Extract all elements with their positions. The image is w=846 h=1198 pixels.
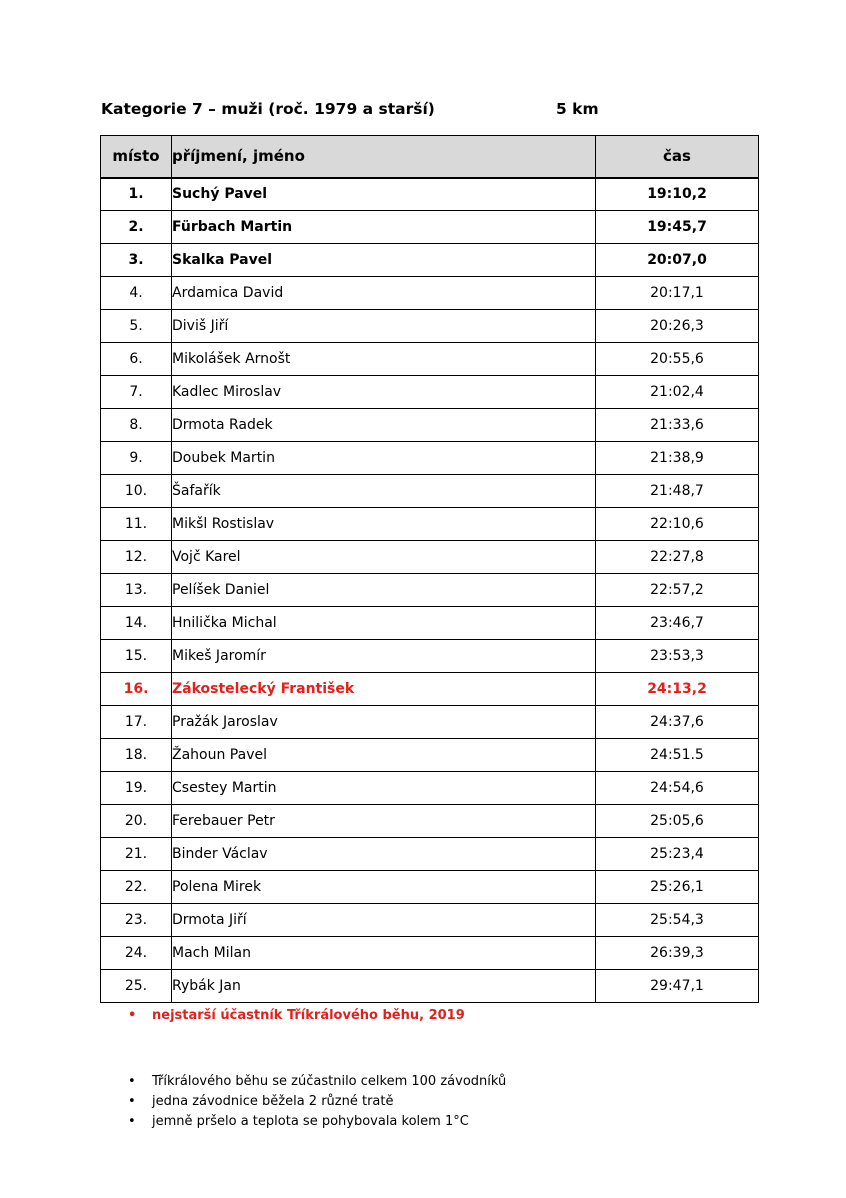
category-title: Kategorie 7 – muži (roč. 1979 a starší) <box>101 100 435 118</box>
place-cell: 20. <box>101 805 172 838</box>
place-cell: 9. <box>101 442 172 475</box>
time-cell: 29:47,1 <box>596 970 759 1003</box>
table-row <box>101 970 759 1003</box>
name-cell: Ardamica David <box>172 277 596 310</box>
time-cell: 26:39,3 <box>596 937 759 970</box>
bullet-icon: • <box>128 1094 136 1109</box>
time-cell: 24:13,2 <box>596 673 759 706</box>
bullet-icon: • <box>128 1074 136 1089</box>
fact-text: jedna závodnice běžela 2 různé tratě <box>152 1094 394 1109</box>
table-row <box>101 772 759 805</box>
name-cell: Csestey Martin <box>172 772 596 805</box>
time-cell: 22:10,6 <box>596 508 759 541</box>
place-cell: 18. <box>101 739 172 772</box>
name-cell: Diviš Jiří <box>172 310 596 343</box>
table-row <box>101 673 759 706</box>
table-row <box>101 706 759 739</box>
place-cell: 5. <box>101 310 172 343</box>
time-cell: 25:26,1 <box>596 871 759 904</box>
name-cell: Skalka Pavel <box>172 244 596 277</box>
time-cell: 21:38,9 <box>596 442 759 475</box>
table-row <box>101 739 759 772</box>
name-cell: Drmota Jiří <box>172 904 596 937</box>
place-cell: 8. <box>101 409 172 442</box>
place-cell: 7. <box>101 376 172 409</box>
race-facts-list <box>128 1072 506 1132</box>
name-cell: Pražák Jaroslav <box>172 706 596 739</box>
time-cell: 20:55,6 <box>596 343 759 376</box>
time-cell: 19:45,7 <box>596 211 759 244</box>
time-cell: 21:33,6 <box>596 409 759 442</box>
time-cell: 23:53,3 <box>596 640 759 673</box>
list-item <box>128 1112 506 1132</box>
table-row <box>101 838 759 871</box>
table-row <box>101 508 759 541</box>
time-cell: 24:37,6 <box>596 706 759 739</box>
table-row <box>101 442 759 475</box>
name-cell: Kadlec Miroslav <box>172 376 596 409</box>
place-cell: 13. <box>101 574 172 607</box>
place-cell: 19. <box>101 772 172 805</box>
table-row <box>101 937 759 970</box>
table-row <box>101 211 759 244</box>
place-cell: 12. <box>101 541 172 574</box>
name-cell: Hnilička Michal <box>172 607 596 640</box>
table-row <box>101 178 759 211</box>
name-cell: Drmota Radek <box>172 409 596 442</box>
name-cell: Mach Milan <box>172 937 596 970</box>
name-cell: Mikeš Jaromír <box>172 640 596 673</box>
place-cell: 1. <box>101 178 172 211</box>
place-cell: 11. <box>101 508 172 541</box>
fact-text: Tříkrálového běhu se zúčastnilo celkem 100 závodníků <box>152 1074 507 1089</box>
table-row <box>101 310 759 343</box>
place-cell: 6. <box>101 343 172 376</box>
name-cell: Šafařík <box>172 475 596 508</box>
place-cell: 17. <box>101 706 172 739</box>
note-text: nejstarší účastník Tříkrálového běhu, 2019 <box>152 1008 465 1023</box>
name-cell: Mikšl Rostislav <box>172 508 596 541</box>
place-cell: 22. <box>101 871 172 904</box>
table-row <box>101 277 759 310</box>
time-cell: 22:57,2 <box>596 574 759 607</box>
list-item <box>128 1072 506 1092</box>
time-cell: 25:54,3 <box>596 904 759 937</box>
distance-label: 5 km <box>556 100 599 118</box>
name-cell: Rybák Jan <box>172 970 596 1003</box>
time-cell: 21:48,7 <box>596 475 759 508</box>
table-row <box>101 607 759 640</box>
place-cell: 24. <box>101 937 172 970</box>
place-cell: 16. <box>101 673 172 706</box>
fact-text: jemně pršelo a teplota se pohybovala kolem 1°C <box>152 1114 469 1129</box>
table-row <box>101 541 759 574</box>
place-cell: 21. <box>101 838 172 871</box>
time-cell: 20:17,1 <box>596 277 759 310</box>
time-cell: 20:26,3 <box>596 310 759 343</box>
time-cell: 24:54,6 <box>596 772 759 805</box>
table-row <box>101 640 759 673</box>
time-cell: 20:07,0 <box>596 244 759 277</box>
time-cell: 23:46,7 <box>596 607 759 640</box>
name-cell: Fürbach Martin <box>172 211 596 244</box>
table-row <box>101 376 759 409</box>
name-cell: Binder Václav <box>172 838 596 871</box>
time-cell: 21:02,4 <box>596 376 759 409</box>
place-cell: 25. <box>101 970 172 1003</box>
oldest-participant-note <box>128 1008 465 1023</box>
place-cell: 4. <box>101 277 172 310</box>
list-item <box>128 1092 506 1112</box>
table-row <box>101 574 759 607</box>
name-cell: Ferebauer Petr <box>172 805 596 838</box>
time-cell: 25:23,4 <box>596 838 759 871</box>
name-cell: Doubek Martin <box>172 442 596 475</box>
header-time: čas <box>596 136 759 178</box>
place-cell: 15. <box>101 640 172 673</box>
category-heading <box>101 100 621 122</box>
results-body <box>101 178 759 1003</box>
note-bullet: • <box>128 1008 137 1023</box>
place-cell: 14. <box>101 607 172 640</box>
time-cell: 19:10,2 <box>596 178 759 211</box>
table-row <box>101 244 759 277</box>
results-table <box>100 135 759 1003</box>
time-cell: 24:51.5 <box>596 739 759 772</box>
name-cell: Pelíšek Daniel <box>172 574 596 607</box>
name-cell: Polena Mirek <box>172 871 596 904</box>
table-row <box>101 904 759 937</box>
time-cell: 25:05,6 <box>596 805 759 838</box>
table-row <box>101 343 759 376</box>
table-row <box>101 475 759 508</box>
table-header-row <box>101 136 759 178</box>
bullet-icon: • <box>128 1114 136 1129</box>
table-row <box>101 409 759 442</box>
table-row <box>101 805 759 838</box>
header-name: příjmení, jméno <box>172 136 596 178</box>
name-cell: Suchý Pavel <box>172 178 596 211</box>
header-place: místo <box>101 136 172 178</box>
time-cell: 22:27,8 <box>596 541 759 574</box>
place-cell: 3. <box>101 244 172 277</box>
name-cell: Zákostelecký František <box>172 673 596 706</box>
name-cell: Žahoun Pavel <box>172 739 596 772</box>
name-cell: Vojč Karel <box>172 541 596 574</box>
place-cell: 23. <box>101 904 172 937</box>
place-cell: 2. <box>101 211 172 244</box>
place-cell: 10. <box>101 475 172 508</box>
name-cell: Mikolášek Arnošt <box>172 343 596 376</box>
table-row <box>101 871 759 904</box>
